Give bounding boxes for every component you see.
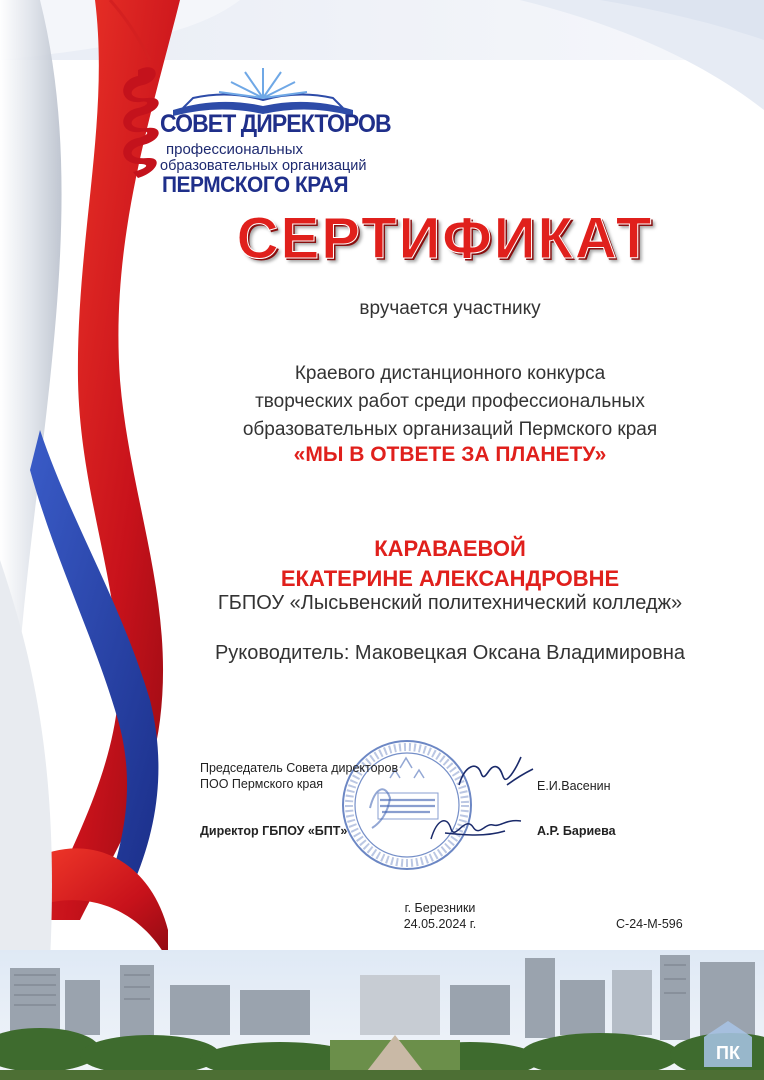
supervisor-name: Руководитель: Маковецкая Оксана Владимировна	[214, 642, 686, 664]
contest-line: образовательных организаций Пермского края	[242, 419, 658, 440]
chair-name: Е.И.Васенин	[537, 779, 611, 793]
contest-name: «МЫ В ОТВЕТЕ ЗА ПЛАНЕТУ»	[293, 443, 607, 466]
awarded-text: вручается участнику	[359, 298, 541, 319]
chair-title-line: Председатель Совета директоров	[200, 761, 399, 775]
recipient-surname: КАРАВАЕВОЙ	[374, 536, 526, 561]
chair-title-line: ПОО Пермского края	[200, 777, 324, 791]
logo-region: ПЕРМСКОГО КРАЯ	[162, 172, 349, 197]
place-and-date	[380, 900, 500, 932]
contest-description	[170, 360, 730, 444]
svg-text:ПК: ПК	[716, 1043, 740, 1063]
contest-line: Краевого дистанционного конкурса	[294, 363, 606, 384]
council-logo	[108, 60, 391, 197]
logo-subtitle-2: образовательных организаций	[160, 158, 367, 174]
certificate-title: СЕРТИФИКАТ	[236, 206, 654, 271]
certificate-number: С-24-М-596	[616, 917, 683, 931]
director-title: Директор ГБПОУ «БПТ»	[200, 824, 348, 838]
college-name: ГБПОУ «Лысьвенский политехнический колледж»	[217, 592, 683, 614]
director-signature-icon	[425, 805, 525, 850]
logo-subtitle-1: профессиональных	[166, 141, 303, 158]
contest-line: творческих работ среди профессиональных	[255, 391, 645, 412]
logo-title: СОВЕТ ДИРЕКТОРОВ	[160, 110, 391, 138]
director-name: А.Р. Бариева	[537, 824, 616, 838]
issue-date: 24.05.2024 г.	[403, 917, 477, 931]
recipient-name	[170, 534, 730, 594]
chair-signature-icon	[455, 755, 535, 800]
corner-logo-icon	[700, 1015, 756, 1071]
recipient-given-names: ЕКАТЕРИНЕ АЛЕКСАНДРОВНЕ	[280, 566, 620, 591]
city: г. Березники	[404, 901, 476, 915]
city-panorama-image	[0, 950, 764, 1080]
chair-title	[200, 760, 398, 792]
